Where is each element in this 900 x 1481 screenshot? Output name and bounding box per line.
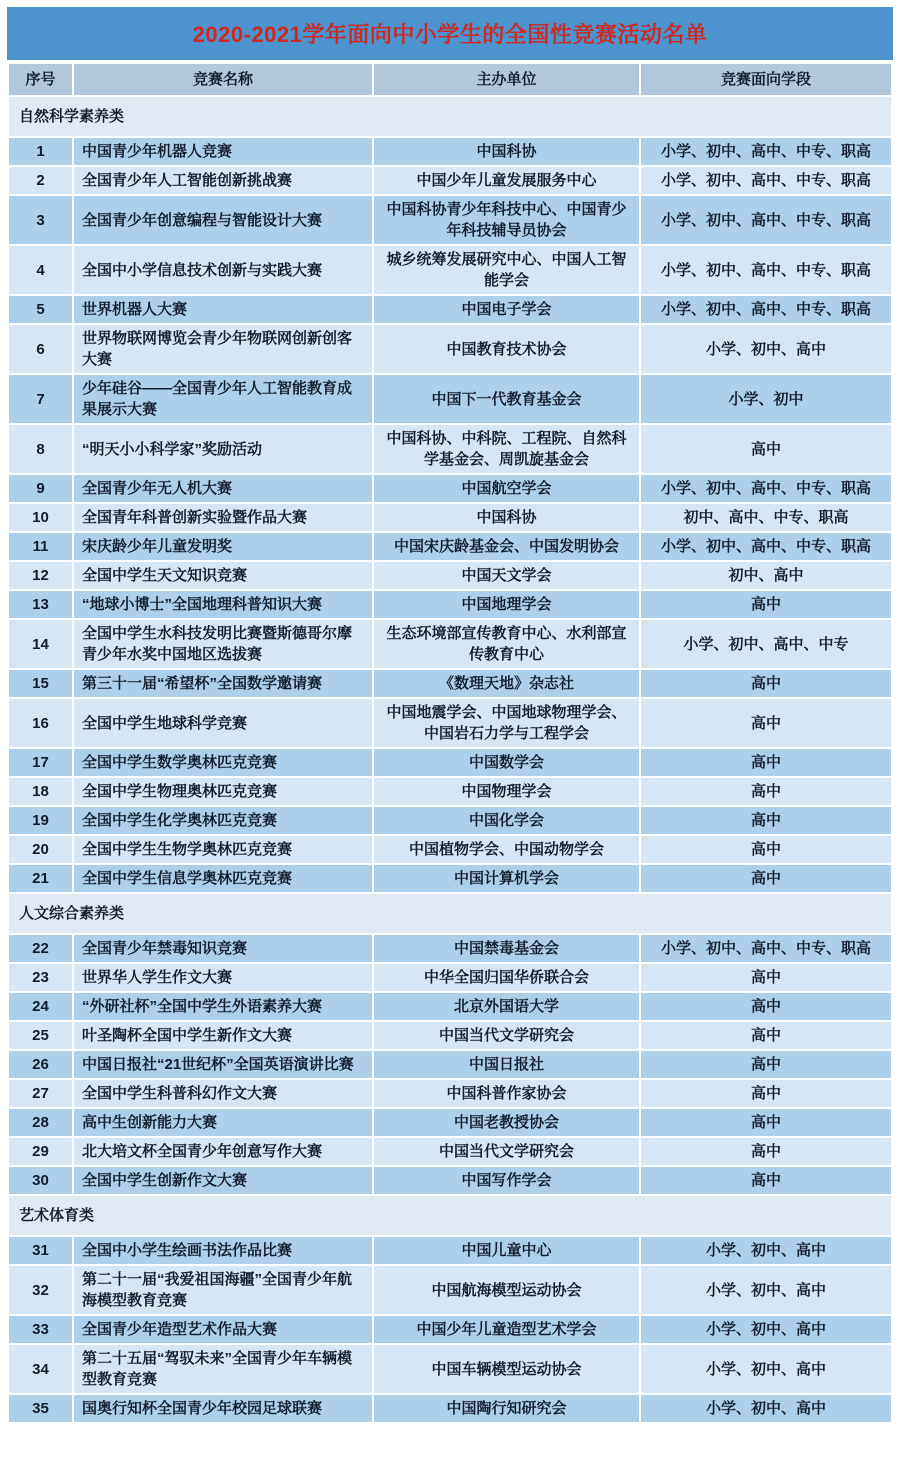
cell-competition-name: 世界物联网博览会青少年物联网创新创客大赛 [73,324,373,374]
cell-competition-name: 叶圣陶杯全国中学生新作文大赛 [73,1021,373,1050]
cell-serial: 16 [8,698,73,748]
table-row [8,1344,892,1394]
cell-serial: 10 [8,503,73,532]
cell-organizer: 中国电子学会 [373,295,640,324]
cell-serial: 7 [8,374,73,424]
cell-serial: 18 [8,777,73,806]
cell-competition-name: 国奥行知杯全国青少年校园足球联赛 [73,1394,373,1423]
cell-organizer: 中国科协、中科院、工程院、自然科学基金会、周凯旋基金会 [373,424,640,474]
cell-organizer: 中国地震学会、中国地球物理学会、中国岩石力学与工程学会 [373,698,640,748]
cell-organizer: 中国儿童中心 [373,1236,640,1265]
cell-serial: 33 [8,1315,73,1344]
cell-target-stage: 小学、初中、高中 [640,1394,892,1423]
table-row [8,963,892,992]
cell-target-stage: 高中 [640,992,892,1021]
cell-organizer: 中华全国归国华侨联合会 [373,963,640,992]
cell-serial: 32 [8,1265,73,1315]
table-header-row [8,63,892,96]
cell-competition-name: 全国中学生物理奥林匹克竞赛 [73,777,373,806]
cell-target-stage: 小学、初中、高中、中专、职高 [640,245,892,295]
cell-serial: 13 [8,590,73,619]
cell-target-stage: 高中 [640,1050,892,1079]
cell-competition-name: 全国中学生天文知识竞赛 [73,561,373,590]
table-row [8,503,892,532]
table-row [8,295,892,324]
cell-target-stage: 小学、初中 [640,374,892,424]
cell-organizer: 中国化学会 [373,806,640,835]
cell-serial: 2 [8,166,73,195]
cell-competition-name: 世界机器人大赛 [73,295,373,324]
cell-competition-name: 全国中学生化学奥林匹克竞赛 [73,806,373,835]
cell-organizer: 中国禁毒基金会 [373,934,640,963]
cell-organizer: 中国当代文学研究会 [373,1137,640,1166]
cell-organizer: 中国日报社 [373,1050,640,1079]
cell-serial: 35 [8,1394,73,1423]
cell-competition-name: 全国青年科普创新实验暨作品大赛 [73,503,373,532]
cell-serial: 24 [8,992,73,1021]
cell-competition-name: 第二十一届“我爱祖国海疆”全国青少年航海模型教育竞赛 [73,1265,373,1315]
table-row [8,1108,892,1137]
cell-organizer: 中国天文学会 [373,561,640,590]
cell-competition-name: 中国青少年机器人竞赛 [73,137,373,166]
cell-serial: 27 [8,1079,73,1108]
cell-serial: 6 [8,324,73,374]
cell-organizer: 中国科协青少年科技中心、中国青少年科技辅导员协会 [373,195,640,245]
cell-target-stage: 小学、初中、高中 [640,1315,892,1344]
table-row [8,835,892,864]
section-label: 自然科学素养类 [8,96,892,137]
column-header-competition-name: 竞赛名称 [73,63,373,96]
cell-target-stage: 小学、初中、高中、中专、职高 [640,532,892,561]
cell-target-stage: 初中、高中 [640,561,892,590]
cell-organizer: 中国计算机学会 [373,864,640,893]
table-row [8,532,892,561]
cell-target-stage: 高中 [640,806,892,835]
cell-target-stage: 高中 [640,424,892,474]
cell-organizer: 中国少年儿童发展服务中心 [373,166,640,195]
cell-serial: 1 [8,137,73,166]
cell-serial: 9 [8,474,73,503]
cell-competition-name: 高中生创新能力大赛 [73,1108,373,1137]
table-row [8,1265,892,1315]
cell-organizer: 中国陶行知研究会 [373,1394,640,1423]
cell-organizer: 中国车辆模型运动协会 [373,1344,640,1394]
cell-target-stage: 高中 [640,669,892,698]
table-row [8,1079,892,1108]
cell-target-stage: 高中 [640,1079,892,1108]
cell-serial: 22 [8,934,73,963]
table-row [8,166,892,195]
section-row [8,1195,892,1236]
table-row [8,1137,892,1166]
cell-target-stage: 小学、初中、高中 [640,324,892,374]
cell-competition-name: 全国中学生数学奥林匹克竞赛 [73,748,373,777]
section-row [8,96,892,137]
cell-competition-name: 宋庆龄少年儿童发明奖 [73,532,373,561]
page-title: 2020-2021学年面向中小学生的全国性竞赛活动名单 [192,22,708,47]
cell-target-stage: 高中 [640,864,892,893]
cell-competition-name: 全国中小学信息技术创新与实践大赛 [73,245,373,295]
cell-competition-name: 全国中学生地球科学竞赛 [73,698,373,748]
cell-serial: 14 [8,619,73,669]
table-row [8,1315,892,1344]
cell-competition-name: “地球小博士”全国地理科普知识大赛 [73,590,373,619]
cell-serial: 17 [8,748,73,777]
table-row [8,1050,892,1079]
table-row [8,934,892,963]
cell-serial: 20 [8,835,73,864]
title-banner [7,7,893,60]
column-header-serial: 序号 [8,63,73,96]
cell-serial: 19 [8,806,73,835]
table-row [8,324,892,374]
cell-organizer: 中国教育技术协会 [373,324,640,374]
cell-target-stage: 高中 [640,1137,892,1166]
cell-target-stage: 高中 [640,748,892,777]
cell-target-stage: 高中 [640,1021,892,1050]
cell-competition-name: “明天小小科学家”奖励活动 [73,424,373,474]
cell-competition-name: 第二十五届“驾驭未来”全国青少年车辆模型教育竞赛 [73,1344,373,1394]
cell-target-stage: 小学、初中、高中、中专、职高 [640,166,892,195]
table-row [8,1394,892,1423]
cell-target-stage: 小学、初中、高中、中专 [640,619,892,669]
table-body [8,96,892,1423]
table-row [8,992,892,1021]
cell-organizer: 中国植物学会、中国动物学会 [373,835,640,864]
cell-organizer: 《数理天地》杂志社 [373,669,640,698]
cell-target-stage: 小学、初中、高中、中专、职高 [640,195,892,245]
cell-competition-name: 中国日报社“21世纪杯”全国英语演讲比赛 [73,1050,373,1079]
cell-organizer: 中国物理学会 [373,777,640,806]
cell-target-stage: 高中 [640,1108,892,1137]
cell-target-stage: 高中 [640,777,892,806]
cell-organizer: 中国科协 [373,503,640,532]
cell-organizer: 中国科协 [373,137,640,166]
cell-organizer: 中国数学会 [373,748,640,777]
cell-competition-name: “外研社杯”全国中学生外语素养大赛 [73,992,373,1021]
cell-organizer: 城乡统筹发展研究中心、中国人工智能学会 [373,245,640,295]
cell-organizer: 中国航空学会 [373,474,640,503]
column-header-target-stage: 竞赛面向学段 [640,63,892,96]
cell-serial: 31 [8,1236,73,1265]
table-row [8,561,892,590]
cell-serial: 29 [8,1137,73,1166]
column-header-organizer: 主办单位 [373,63,640,96]
cell-competition-name: 全国中学生水科技发明比赛暨斯德哥尔摩青少年水奖中国地区选拔赛 [73,619,373,669]
cell-serial: 5 [8,295,73,324]
cell-serial: 8 [8,424,73,474]
cell-target-stage: 高中 [640,590,892,619]
cell-competition-name: 全国中学生创新作文大赛 [73,1166,373,1195]
cell-serial: 34 [8,1344,73,1394]
cell-target-stage: 小学、初中、高中、中专、职高 [640,295,892,324]
cell-competition-name: 全国青少年禁毒知识竞赛 [73,934,373,963]
table-row [8,748,892,777]
cell-competition-name: 全国青少年创意编程与智能设计大赛 [73,195,373,245]
table-row [8,137,892,166]
cell-target-stage: 小学、初中、高中 [640,1265,892,1315]
table-row [8,698,892,748]
cell-target-stage: 小学、初中、高中、中专、职高 [640,474,892,503]
cell-organizer: 中国老教授协会 [373,1108,640,1137]
cell-target-stage: 高中 [640,835,892,864]
cell-serial: 25 [8,1021,73,1050]
cell-organizer: 中国写作学会 [373,1166,640,1195]
cell-organizer: 中国少年儿童造型艺术学会 [373,1315,640,1344]
cell-target-stage: 高中 [640,698,892,748]
cell-competition-name: 全国青少年无人机大赛 [73,474,373,503]
cell-target-stage: 初中、高中、中专、职高 [640,503,892,532]
cell-competition-name: 全国青少年造型艺术作品大赛 [73,1315,373,1344]
cell-organizer: 中国下一代教育基金会 [373,374,640,424]
section-label: 艺术体育类 [8,1195,892,1236]
cell-serial: 23 [8,963,73,992]
table-row [8,1021,892,1050]
table-row [8,806,892,835]
table-row [8,619,892,669]
cell-competition-name: 全国中学生生物学奥林匹克竞赛 [73,835,373,864]
cell-competition-name: 北大培文杯全国青少年创意写作大赛 [73,1137,373,1166]
section-label: 人文综合素养类 [8,893,892,934]
cell-serial: 3 [8,195,73,245]
cell-competition-name: 世界华人学生作文大赛 [73,963,373,992]
table-row [8,669,892,698]
cell-organizer: 北京外国语大学 [373,992,640,1021]
cell-competition-name: 全国中学生科普科幻作文大赛 [73,1079,373,1108]
cell-competition-name: 第三十一届“希望杯”全国数学邀请赛 [73,669,373,698]
cell-competition-name: 少年硅谷——全国青少年人工智能教育成果展示大赛 [73,374,373,424]
cell-target-stage: 高中 [640,963,892,992]
table-row [8,777,892,806]
cell-serial: 11 [8,532,73,561]
cell-competition-name: 全国中小学生绘画书法作品比赛 [73,1236,373,1265]
cell-organizer: 中国科普作家协会 [373,1079,640,1108]
section-row [8,893,892,934]
table-row [8,864,892,893]
cell-organizer: 中国地理学会 [373,590,640,619]
cell-target-stage: 小学、初中、高中、中专、职高 [640,137,892,166]
cell-serial: 4 [8,245,73,295]
cell-serial: 15 [8,669,73,698]
table-row [8,1166,892,1195]
cell-organizer: 生态环境部宣传教育中心、水利部宣传教育中心 [373,619,640,669]
cell-competition-name: 全国中学生信息学奥林匹克竞赛 [73,864,373,893]
cell-serial: 30 [8,1166,73,1195]
cell-serial: 26 [8,1050,73,1079]
table-row [8,195,892,245]
cell-serial: 21 [8,864,73,893]
cell-serial: 28 [8,1108,73,1137]
table-row [8,424,892,474]
cell-target-stage: 小学、初中、高中、中专、职高 [640,934,892,963]
competition-table [7,62,893,1424]
cell-organizer: 中国航海模型运动协会 [373,1265,640,1315]
cell-competition-name: 全国青少年人工智能创新挑战赛 [73,166,373,195]
table-row [8,374,892,424]
cell-organizer: 中国宋庆龄基金会、中国发明协会 [373,532,640,561]
cell-organizer: 中国当代文学研究会 [373,1021,640,1050]
cell-target-stage: 高中 [640,1166,892,1195]
table-row [8,590,892,619]
cell-target-stage: 小学、初中、高中 [640,1236,892,1265]
table-row [8,474,892,503]
cell-target-stage: 小学、初中、高中 [640,1344,892,1394]
table-row [8,245,892,295]
table-row [8,1236,892,1265]
cell-serial: 12 [8,561,73,590]
